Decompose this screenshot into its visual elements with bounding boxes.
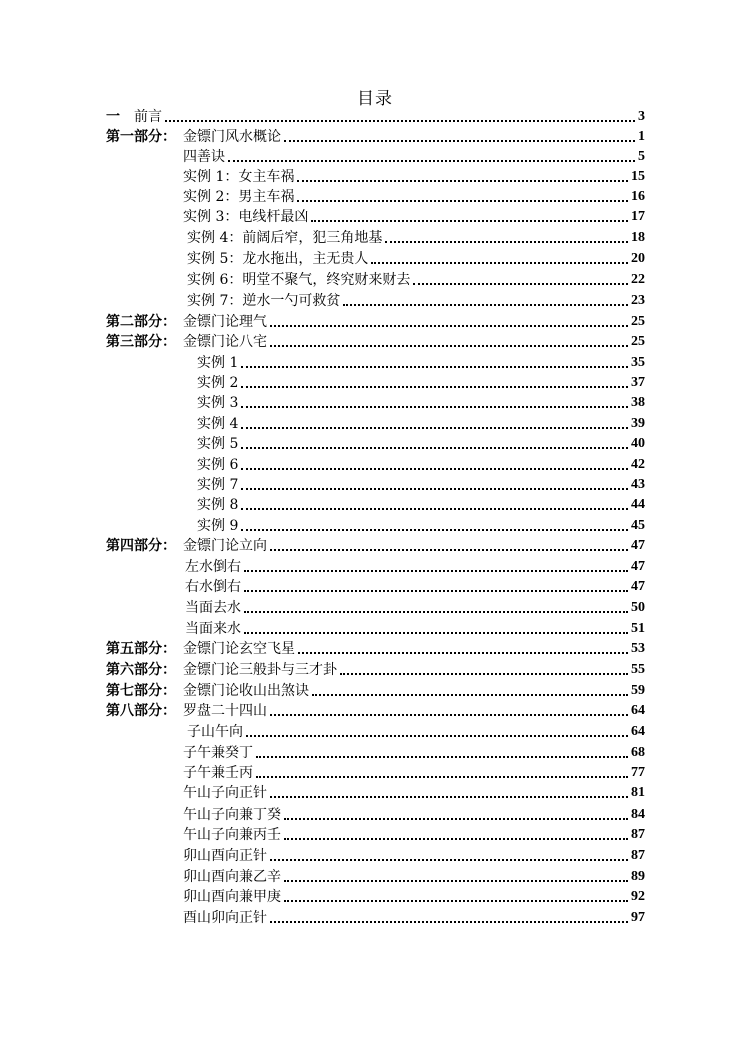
- toc-entry[interactable]: [197, 390, 645, 411]
- dot-leader: [298, 652, 628, 654]
- dot-leader: [284, 838, 628, 840]
- toc-part-label: 第三部分：: [106, 334, 176, 350]
- dot-leader: [284, 900, 628, 902]
- toc-entry-title: 金镖门论理气: [183, 314, 267, 330]
- dot-leader: [241, 529, 628, 531]
- toc-part-label: 第六部分：: [106, 662, 176, 678]
- toc-entry-title: 四善诀: [183, 149, 225, 165]
- toc-entry[interactable]: [183, 164, 645, 185]
- dot-leader: [256, 776, 628, 778]
- dot-leader: [165, 120, 635, 122]
- toc-entry[interactable]: [183, 144, 645, 165]
- toc-entry-title: 金镖门论八宅: [183, 334, 267, 350]
- toc-entry[interactable]: [183, 843, 645, 864]
- toc-page-number: 47: [631, 579, 645, 594]
- toc-entry-title: 当面来水: [185, 621, 241, 637]
- toc-entry[interactable]: [183, 884, 645, 905]
- toc-entry-title: 金镖门论收山出煞诀: [183, 683, 309, 699]
- toc-entry[interactable]: [106, 329, 645, 350]
- toc-page-number: 44: [631, 497, 645, 512]
- dot-leader: [270, 859, 628, 861]
- toc-page-number: 81: [631, 785, 645, 800]
- toc-entry-title: 子山午向: [187, 724, 243, 740]
- toc-entry[interactable]: [185, 616, 645, 637]
- toc-entry[interactable]: [106, 657, 645, 678]
- dot-leader: [413, 283, 628, 285]
- toc-page-number: 59: [631, 683, 645, 698]
- toc-page-number: 1: [638, 129, 645, 144]
- toc-entry[interactable]: [183, 864, 645, 885]
- toc-entry[interactable]: [183, 760, 645, 781]
- toc-entry[interactable]: [106, 309, 645, 330]
- toc-page-number: 43: [631, 477, 645, 492]
- toc-part-label: 第八部分：: [106, 703, 176, 719]
- toc-page-number: 18: [631, 230, 645, 245]
- toc-entry[interactable]: [185, 554, 645, 575]
- dot-leader: [311, 220, 628, 222]
- toc-entry-title: 实例 5：龙水拖出，主无贵人: [187, 251, 369, 267]
- toc-page-number: 23: [631, 293, 645, 308]
- dot-leader: [284, 140, 635, 142]
- toc-page-number: 40: [631, 436, 645, 451]
- toc-entry[interactable]: [183, 780, 645, 801]
- toc-entry[interactable]: [187, 288, 645, 309]
- dot-leader: [371, 262, 628, 264]
- toc-entry-title: 实例 6：明堂不聚气，终究财来财去: [187, 272, 411, 288]
- dot-leader: [241, 468, 628, 470]
- toc-entry-title: 卯山酉向正针: [183, 848, 267, 864]
- toc-entry[interactable]: [106, 124, 645, 145]
- toc-page-number: 84: [631, 807, 645, 822]
- dot-leader: [241, 366, 628, 368]
- dot-leader: [228, 160, 635, 162]
- toc-entry-title: 左水倒右: [185, 559, 241, 575]
- toc-entry[interactable]: [106, 533, 645, 554]
- toc-entry-title: 罗盘二十四山: [183, 703, 267, 719]
- toc-part-label: 第七部分：: [106, 683, 176, 699]
- toc-entry-title: 金镖门风水概论: [183, 129, 281, 145]
- toc-entry[interactable]: [187, 267, 645, 288]
- toc-entry-title: 实例 2: [197, 375, 239, 391]
- toc-page-number: 55: [631, 662, 645, 677]
- toc-entry[interactable]: [185, 574, 645, 595]
- toc-entry[interactable]: [183, 822, 645, 843]
- toc-entry-title: 当面去水: [185, 600, 241, 616]
- toc-entry[interactable]: [183, 204, 645, 225]
- dot-leader: [343, 304, 628, 306]
- dot-leader: [284, 880, 628, 882]
- toc-entry-title: 实例 2：男主车祸: [183, 189, 295, 205]
- toc-entry[interactable]: [197, 472, 645, 493]
- toc-entry-title: 实例 1：女主车祸: [183, 169, 295, 185]
- toc-entry[interactable]: [185, 595, 645, 616]
- dot-leader: [270, 714, 628, 716]
- toc-page-number: 22: [631, 272, 645, 287]
- dot-leader: [246, 735, 628, 737]
- dot-leader: [270, 549, 628, 551]
- toc-entry[interactable]: [183, 905, 645, 926]
- dot-leader: [270, 796, 628, 798]
- dot-leader: [244, 632, 628, 634]
- toc-part-label: 第一部分：: [106, 129, 176, 145]
- toc-entry-title: 酉山卯向正针: [183, 910, 267, 926]
- toc-entry[interactable]: [106, 698, 645, 719]
- toc-page-number: 47: [631, 538, 645, 553]
- toc-page-number: 37: [631, 375, 645, 390]
- toc-page-number: 38: [631, 395, 645, 410]
- toc-page-number: 35: [631, 355, 645, 370]
- toc-entry-title: 实例 1: [197, 355, 239, 371]
- toc-entry-title: 实例 9: [197, 518, 239, 534]
- toc-entry[interactable]: [183, 802, 645, 823]
- toc-page-number: 20: [631, 251, 645, 266]
- toc-page-number: 15: [631, 169, 645, 184]
- toc-page-number: 87: [631, 848, 645, 863]
- page-title: 目录: [357, 89, 393, 109]
- toc-entry-title: 实例 3：电线杆最凶: [183, 209, 309, 225]
- toc-page-number: 89: [631, 869, 645, 884]
- toc-entry[interactable]: [187, 225, 645, 246]
- toc-entry[interactable]: [106, 678, 645, 699]
- dot-leader: [241, 427, 628, 429]
- dot-leader: [270, 325, 628, 327]
- toc-entry[interactable]: [187, 246, 645, 267]
- dot-leader: [241, 447, 628, 449]
- dot-leader: [256, 756, 628, 758]
- toc-page-number: 53: [631, 641, 645, 656]
- toc-entry[interactable]: [197, 370, 645, 391]
- toc-page-number: 47: [631, 559, 645, 574]
- toc-entry[interactable]: [197, 452, 645, 473]
- toc-part-label: 一: [106, 109, 120, 125]
- toc-page-number: 39: [631, 416, 645, 431]
- toc-entry-title: 实例 5: [197, 436, 239, 452]
- toc-entry[interactable]: [197, 411, 645, 432]
- toc-entry-title: 午山子向正针: [183, 785, 267, 801]
- toc-page-number: 77: [631, 765, 645, 780]
- toc-page-number: 92: [631, 889, 645, 904]
- toc-page-number: 42: [631, 457, 645, 472]
- toc-entry-title: 实例 4: [197, 416, 239, 432]
- toc-entry-title: 前言: [134, 109, 162, 125]
- toc-entry-title: 实例 4：前阔后窄，犯三角地基: [187, 230, 383, 246]
- toc-page-number: 64: [631, 724, 645, 739]
- toc-part-label: 第二部分：: [106, 314, 176, 330]
- toc-entry[interactable]: [187, 719, 645, 740]
- dot-leader: [244, 570, 628, 572]
- toc-entry[interactable]: [106, 636, 645, 657]
- dot-leader: [270, 921, 628, 923]
- toc-entry-title: 实例 7: [197, 477, 239, 493]
- toc-entry-title: 卯山酉向兼乙辛: [183, 869, 281, 885]
- toc-entry-title: 金镖门论三般卦与三才卦: [183, 662, 337, 678]
- toc-entry-title: 金镖门论玄空飞星: [183, 641, 295, 657]
- toc-page-number: 51: [631, 621, 645, 636]
- toc-page-number: 64: [631, 703, 645, 718]
- toc-part-label: 第五部分：: [106, 641, 176, 657]
- toc-page-number: 5: [638, 149, 645, 164]
- dot-leader: [270, 345, 628, 347]
- toc-page-number: 45: [631, 518, 645, 533]
- dot-leader: [297, 200, 628, 202]
- dot-leader: [385, 241, 628, 243]
- toc-page-number: 50: [631, 600, 645, 615]
- toc-page-number: 25: [631, 314, 645, 329]
- toc-part-label: 第四部分：: [106, 538, 176, 554]
- toc-entry-title: 实例 3: [197, 395, 239, 411]
- toc-entry-title: 金镖门论立向: [183, 538, 267, 554]
- toc-entry-title: 卯山酉向兼甲庚: [183, 889, 281, 905]
- toc-entry-title: 午山子向兼丁癸: [183, 807, 281, 823]
- toc-page-number: 87: [631, 827, 645, 842]
- toc-entry[interactable]: [197, 492, 645, 513]
- toc-entry-title: 实例 7：逆水一勺可救贫: [187, 293, 341, 309]
- dot-leader: [241, 386, 628, 388]
- toc-entry[interactable]: [183, 184, 645, 205]
- toc-entry[interactable]: [197, 431, 645, 452]
- toc-page-number: 16: [631, 189, 645, 204]
- dot-leader: [244, 590, 628, 592]
- dot-leader: [244, 611, 628, 613]
- toc-page-number: 25: [631, 334, 645, 349]
- toc-entry-title: 子午兼壬丙: [183, 765, 253, 781]
- dot-leader: [284, 818, 628, 820]
- dot-leader: [241, 508, 628, 510]
- dot-leader: [312, 694, 628, 696]
- dot-leader: [297, 180, 628, 182]
- toc-page-number: 3: [638, 109, 645, 124]
- toc-page-number: 17: [631, 209, 645, 224]
- toc-entry-title: 午山子向兼丙壬: [183, 827, 281, 843]
- toc-entry-title: 实例 6: [197, 457, 239, 473]
- toc-entry-title: 子午兼癸丁: [183, 745, 253, 761]
- dot-leader: [241, 406, 628, 408]
- toc-entry[interactable]: [197, 350, 645, 371]
- toc-page-number: 97: [631, 910, 645, 925]
- toc-entry[interactable]: [106, 104, 645, 125]
- dot-leader: [340, 673, 628, 675]
- toc-page-number: 68: [631, 745, 645, 760]
- dot-leader: [241, 488, 628, 490]
- toc-entry[interactable]: [197, 513, 645, 534]
- toc-entry-title: 实例 8: [197, 497, 239, 513]
- toc-entry[interactable]: [183, 740, 645, 761]
- toc-entry-title: 右水倒右: [185, 579, 241, 595]
